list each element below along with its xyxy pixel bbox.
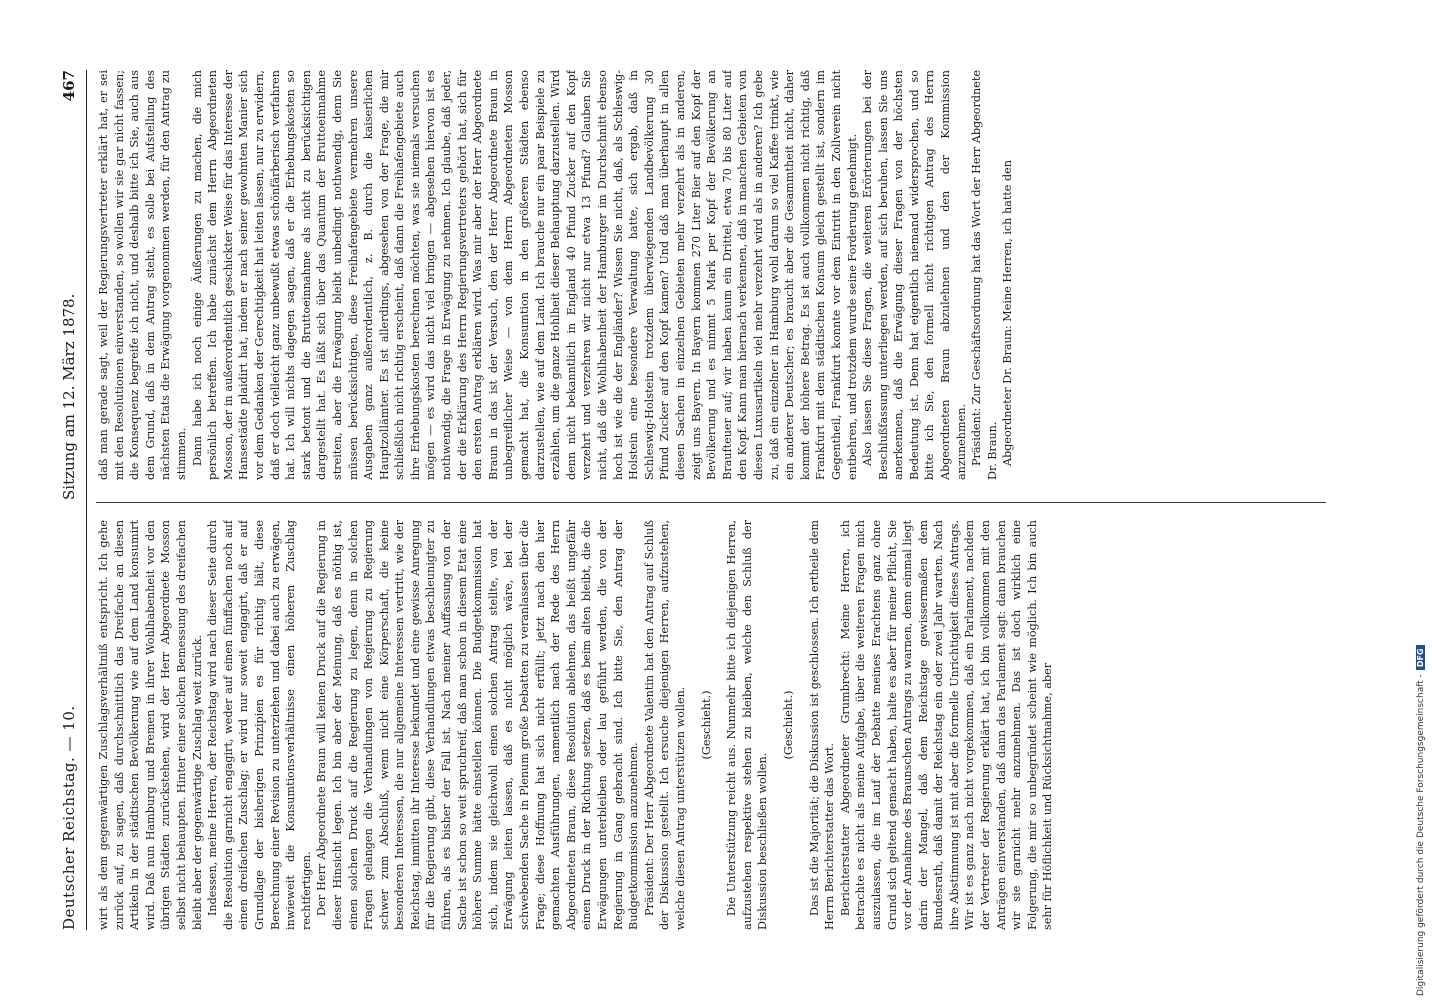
credit-text: Digitalisierung gefördert durch die Deutsche Forschungsgemeinschaft -	[1416, 674, 1426, 996]
paragraph: Berichterstatter Abgeordneter Grumbrecht: Meine Herren, ich betrachte es nicht als meine Aufgabe, über die weiteren Fragen mich auszulassen, die im Lauf der Debatte meines Erachtens ganz ohne Grund sich geltend gemacht haben, halte es aber für meine Pflicht, Sie vor der Annahme des Braunschen Antrags zu warnen, denn einmal liegt darin der Mangel, daß dem Reichstage gewissermaßen dem Bundesrath, daß damit der Reichstag ein oder zwei Jahr warten. Nach ihre Abstimmung ist mit aber die formelle Unrichtigkeit dieses Antrags. Wir ist es ganz nach nicht vorgekommen, daß ein Parlament, nachdem der Vertreter der Regierung erklärt hat, ich bin vollkommen mit den Anträgen einverstanden, daß dann das Parlament sagt: dann brauchen wir sie garnicht mehr anzunehmen. Das ist doch wirklich eine Folgerung, die mir so unbegründet scheint wie möglich. Ich bin auch sehr für Höflichkeit und Rücksichtnahme, aber	[838, 520, 1055, 930]
dfg-logo: DFG	[1416, 645, 1425, 670]
paragraph: daß man gerade sagt, weil der Regierungsvertreter erklärt hat, er sei mit den Resolutionen einverstanden, so wollen wir sie gar nicht fassen; die Konsequenz begreife ich nicht, und deshalb bitte ich Sie, auch aus dem Grund, daß in dem Antrag steht, es solle bei Aufstellung des nächsten Etats die Erwägung vorgenommen werden, für den Antrag zu stimmen.	[97, 70, 188, 480]
header-session-date: Sitzung am 12. März 1878.	[60, 293, 78, 500]
paragraph: Das ist die Majorität; die Diskussion ist geschlossen. Ich ertheile dem Herrn Berichterstatter das Wort.	[807, 520, 837, 930]
paragraph: Die Unterstützung reicht aus. Nunmehr bitte ich diejenigen Herren, aufzustehen respektive stehen zu bleiben, welche den Schluß der Diskussion beschließen wollen.	[725, 520, 770, 930]
paragraph: Präsident: Der Herr Abgeordnete Valentin hat den Antrag auf Schluß der Diskussion gestellt. Ich ersuche diejenigen Herren, aufzustehen, welche diesen Antrag unterstützen wollen.	[642, 520, 687, 930]
page-number: 467	[60, 70, 78, 102]
paragraph: Präsident: Zur Geschäftsordnung hat das Wort der Herr Abgeordnete Dr. Braun.	[970, 70, 999, 480]
stage-direction: (Geschieht.)	[781, 690, 795, 760]
header-left-title: Deutscher Reichstag. — 10.	[60, 705, 78, 930]
paragraph: Indessen, meine Herren, der Reichstag wird nach dieser Seite durch die Resolution garnicht engagirt, weder auf einen fünffachen noch auf einen dreifachen Zuschlag; er wird nur soweit engagirt, daß er auf Grundlage der bisherigen Prinzipien es für richtig hält, diese Berechnung einer Revision zu unterziehen und dabei auch zu erwägen, inwieweit die Konsumtionsverhältnisse einen höheren Zuschlag rechtfertigen.	[206, 520, 313, 930]
page-header	[60, 70, 87, 930]
digitization-credit	[1416, 6, 1428, 996]
stage-direction: (Geschieht.)	[699, 690, 713, 760]
paragraph: Dann habe ich noch einige Äußerungen zu machen, die mich persönlich betreffen. Ich habe zunächst dem Herrn Abgeordneten Mosson, der in außerordentlich geschickter Weise für das Interesse der Hansestädte plaidirt hat, indem er nach seiner gewohnten Manier sich vor dem Gedanken der Gerechtigkeit hat leiten lassen, nur zu erwidern, daß er doch vielleicht ganz unbewußt etwas schönfärberisch verfahren hat. Ich will nichts dagegen sagen, daß er die Erhebungskosten so stark betont und die Bruttoeinnahme als nicht zu berücksichtigen dargestellt hat. Es läßt sich über das Quantum der Bruttoeinnahme streiten, aber die Erwägung bleibt unbedingt nothwendig, denn Sie müssen berücksichtigen, diese Freihafengebiete vermehren unsere Ausgaben ganz außerordentlich, z. B. durch die kaiserlichen Hauptzollämter. Es ist allerdings, abgesehen von der Frage, die mir schließlich nicht richtig erscheint, daß dann die Freihafengebiete auch ihre Erhebungskosten berechnen möchten, was sie niemals versuchen mögen — es wird das nicht viel bringen — abgesehen hiervon ist es nothwendig, die Frage in Erwägung zu nehmen. Ich glaube, daß jeder, der die Erklärung des Herrn Regierungsvertreters gehört hat, sich für den ersten Antrag erklären wird. Was mir aber der Herr Abgeordnete Braun in das ist der Versuch, den der Herr Abgeordnete Braun in unbegreiflicher Weise — von dem Herrn Abgeordneten Mosson gemacht hat, die Konsumtion in den größeren Städten ebenso darzustellen, wie auf dem Land. Ich brauche nur ein paar Beispiele zu erzählen, um die ganze Hohlheit dieser Behauptung darzustellen. Wird denn nicht bekanntlich in England 40 Pfund Zucker auf den Kopf verzehrt und verzehren wir nicht nur etwa 13 Pfund? Glauben Sie nicht, daß die Wohlhabenheit der Hamburger im Durchschnitt ebenso hoch ist wie die der Engländer? Wissen Sie nicht, daß, als Schleswig-Holstein eine besondere Verwaltung hatte, sich ergab, daß in Schleswig-Holstein trotzdem überwiegenden Landbevölkerung 30 Pfund Zucker auf den Kopf kamen? Und daß man überhaupt in allen diesen Sachen in einzelnen Gebieten mehr verzehrt als in anderen, zeigt uns Bayern. In Bayern kommen 270 Liter Bier auf den Kopf der Bevölkerung und es nimmt 5 Mark per Kopf der Bevölkerung an Braufteuer auf; wir haben kaum ein Drittel, etwa 70 bis 80 Liter auf den Kopf. Kann man hiernach verkennen, daß in manchen Gebieten von diesen Luxusartikeln viel mehr verzehrt wird als in anderen? Ich gebe zu, daß ein einzelner in Hamburg wohl darum so viel Kaffee trinkt, wie ein anderer Deutscher; es braucht aber die Gesammtheit nicht, daher kommt der höhere Betrag. Es ist auch vollkommen nicht richtig, daß Frankfurt mit dem städtischen Konsum gleich gestellt ist, sondern im Gegentheil, Frankfurt konnte vor dem Eintritt in den Zollverein nicht entbehren, und trotzdem wurde seine Forderung genehmigt.	[190, 70, 859, 480]
paragraph: Also lassen Sie diese Fragen, die weiteren Erörterungen bei der Beschlußfassung unterliegen werden, auf sich beruhen, lassen Sie uns anerkennen, daß die Erwägung dieser Fragen von der höchsten Bedeutung ist. Denn hat eigentlich niemand widersprochen, und so bitte ich Sie, den formell nicht richtigen Antrag des Herrn Abgeordneten Braun abzulehnen und den der Kommission anzunehmen.	[861, 70, 968, 480]
paragraph: wirt als dem gegenwärtigen Zuschlagsverhältniß entspricht. Ich gehe zurück auf, zu sagen, daß durchschnittlich das Dreifache an diesen Artikeln in der städtischen Bevölkerung wie auf dem Land konsumirt wird. Daß nun Hamburg und Bremen in ihrer Wohlhabenheit vor den übrigen Städten zurückstehen, wird der Herr Abgeordnete Mosson selbst nicht behaupten. Hinter einer solchen Bemessung des dreifachen bleibt aber der gegenwärtige Zuschlag weit zurück.	[97, 520, 204, 930]
left-text-column	[96, 520, 1336, 930]
paragraph: Der Herr Abgeordnete Braun will keinen Druck auf die Regierung in dieser Hinsicht legen. Ich bin aber der Meinung, daß es nöthig ist, einen solchen Druck auf die Regierung zu legen, denn in solchen Fragen gelangen die Verhandlungen von Regierung zu Regierung schwer zum Abschluß, wenn nicht eine Körperschaft, die keine besonderen Interessen, die nur allgemeine Interessen vertritt, wie der Reichstag, inmitten ihr Interesse bekundet und eine gewisse Anregung für die Regierung gibt, diese Verhandlungen etwas beschleunigter zu führen, als es bisher der Fall ist. Nach meiner Auffassung von der Sache ist schon so weit spruchreif, daß man schon in diesem Etat eine höhere Summe hätte einstellen können. Die Budgetkommission hat sich, indem sie gleichwohl einen solchen Antrag stellte, von der Erwägung leiten lassen, daß es nicht möglich wäre, bei der schwebenden Sache in Plenum große Debatten zu veranlassen über die Frage; diese Hoffnung hat sich nicht erfüllt; jetzt nach den hier gemachten Ausführungen, namentlich nach der Rede des Herrn Abgeordneten Braun, diese Resolution ablehnen, das heißt ungefähr einen Druck in der Richtung setzen, daß es beim alten bleibt, die die Erwägungen unterbleiben oder lau geführt werden, die von der Regierung in Gang gebracht sind. Ich bitte Sie, den Antrag der Budgetkommission anzunehmen.	[315, 520, 641, 930]
right-text-column	[96, 70, 1336, 480]
paragraph: Abgeordneter Dr. Braun: Meine Herren, ich hatte den	[1001, 160, 1015, 466]
column-divider	[96, 502, 1326, 503]
